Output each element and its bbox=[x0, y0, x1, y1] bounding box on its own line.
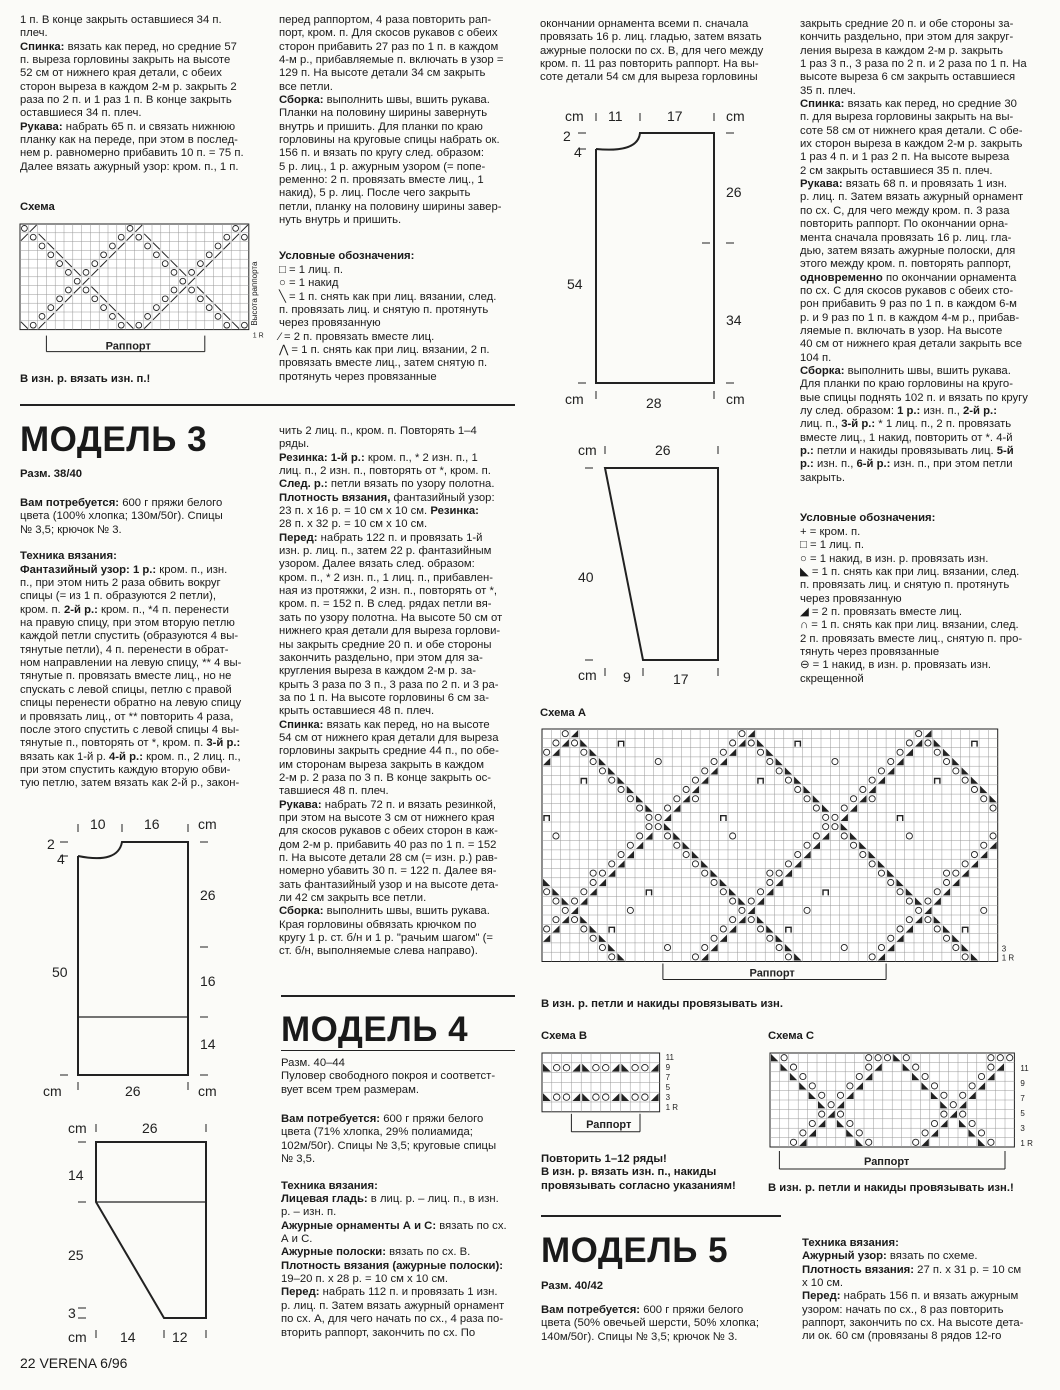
col1-line: 52 см от нижнего края детали, с обеих bbox=[20, 67, 222, 80]
col4-line: лиц. п., 3-й р.: * 1 лиц. п., 2 п. провязать bbox=[800, 418, 1012, 431]
schemaB-note bbox=[541, 1153, 736, 1193]
dimension-label: 16 bbox=[200, 973, 216, 989]
dimension-label: cm bbox=[198, 1083, 217, 1099]
undefined-item: п. провязать лиц. и снятую п. протянуть bbox=[800, 579, 1010, 592]
model5-col1-text bbox=[541, 1304, 759, 1344]
model5-col1-line: цвета (50% овечьей шерсти, 50% хлопка; bbox=[541, 1317, 759, 1330]
sleeve-outline bbox=[96, 1142, 206, 1318]
model3-col2-line: Рукава: набрать 72 п. и вязать резинкой, bbox=[279, 798, 497, 811]
col4-line: по сх. С для скосов рукавов с обеих сто- bbox=[800, 284, 1014, 297]
col2-line: сторон прибавить 27 раз по 1 п. в каждом bbox=[279, 40, 499, 53]
model3-col1-line: на правую спицу, при этом вторую петлю bbox=[20, 617, 235, 630]
schemaB-note-line: провязывать согласно указаниям! bbox=[541, 1179, 736, 1192]
schemaC-note: В изн. р. петли и накиды провязывать изн.! bbox=[768, 1182, 1014, 1194]
dimension-label: 3 bbox=[68, 1305, 76, 1321]
schemaC-title: Схема С bbox=[768, 1030, 815, 1042]
col1-line: раза по 2 п. и 1 раз 1 п. В конце закрыть bbox=[20, 94, 232, 107]
model3-sleeve-pattern bbox=[60, 1118, 230, 1350]
dimension-label: cm bbox=[578, 442, 597, 458]
model4-body bbox=[281, 1113, 507, 1340]
model3-col1-line: тянутые п. провязать вместе лиц., но не bbox=[20, 670, 232, 683]
col4-line: Сборка: выполнить швы, вшить рукава. bbox=[800, 364, 1011, 377]
col4-line: 104 п. bbox=[800, 351, 832, 364]
schemaB-row-label: 7 bbox=[665, 1073, 671, 1082]
dimension-label: 25 bbox=[68, 1247, 84, 1263]
model3-col2-line: 2-м р. 2 раза по 3 п. В конце закрыть ос- bbox=[279, 771, 492, 784]
model3-col1-line: тянутые п., повторять от *, кром. п. 3-й р.: bbox=[20, 737, 241, 750]
col4-line: одновременно по окончании орнамента bbox=[800, 271, 1017, 284]
model5-col2-line: Ажурный узор: вязать по схеме. bbox=[802, 1250, 978, 1263]
model3-col1-line: № 3,5; крючок № 3. bbox=[20, 523, 122, 536]
model3-col2-line: кром. п. = 152 п. В след. рядах петли вя- bbox=[279, 598, 492, 611]
model3-col2-line: кром. п., * 2 изн. п., 1 лиц. п., прибавлен- bbox=[279, 571, 494, 584]
col4-line: р. и 9 раз по 1 п. в каждом 4-м р., прибав- bbox=[800, 311, 1020, 324]
col3-line: кром. п. 11 раз повторить раппорт. На вы- bbox=[540, 58, 759, 71]
model3-col2-text bbox=[279, 425, 502, 959]
dimension-label: cm bbox=[726, 108, 745, 124]
dimension-label: 10 bbox=[90, 816, 106, 832]
model4-body-line: Ажурные полоски: вязать по сх. В. bbox=[281, 1246, 471, 1259]
undefined-item: через провязанную bbox=[279, 317, 381, 330]
schemaA-grid bbox=[542, 729, 1042, 991]
schemaB-row-label: 5 bbox=[665, 1083, 671, 1092]
undefined-item: тянуть через провязанные bbox=[800, 646, 940, 659]
model5-col2-line: узором: начать по сх., 8 раз повторить bbox=[802, 1303, 1004, 1316]
model3-col2-line: крыть 3 раза по 3 п., 3 раза по 2 п. и 3 ра- bbox=[279, 678, 499, 691]
model4-body-line: Плотность вязания (ажурные полоски): bbox=[281, 1259, 504, 1272]
dimension-label: 14 bbox=[68, 1167, 84, 1183]
model3-col2-line: ны закрыть средние 20 п. и обе стороны bbox=[279, 638, 492, 651]
model3-col1-line: каждой петли спустить (образуются 4 вы- bbox=[20, 630, 239, 643]
model4-body-line: Вам потребуется: 600 г пряжи белого bbox=[281, 1113, 484, 1125]
dimension-label: 34 bbox=[726, 312, 742, 328]
model3-col2-line: закончить раздельно, при этом для за- bbox=[279, 651, 483, 664]
col2-line: 129 п. На высоте детали 34 см закрыть bbox=[279, 67, 486, 80]
model3-col2-line: Края горловины обвязать крючком по bbox=[279, 918, 477, 931]
schemaA-row-label: 1 R bbox=[1001, 953, 1015, 963]
model3-col1-line: после этого спустить с левой спицы 4 вы- bbox=[20, 723, 240, 736]
model3-col2-line: изн. р. лиц. п., затем 22 р. фантазийным bbox=[279, 545, 492, 558]
model3-col2-line: крыть оставшиеся 48 п. плеч. bbox=[279, 705, 435, 718]
col3-line: соте детали 54 см для выреза горловины bbox=[540, 71, 758, 84]
dimension-label: 2 bbox=[563, 128, 571, 144]
schema1-row-label: 1 R bbox=[252, 332, 264, 340]
schema1-grid bbox=[20, 224, 270, 354]
model4-intro-line: Разм. 40–44 bbox=[281, 1057, 345, 1069]
model5-col2-line: х 10 см. bbox=[802, 1277, 844, 1290]
dimension-label: cm bbox=[68, 1120, 87, 1136]
model3-col1-line: цвета (100% хлопка; 130м/50г). Спицы bbox=[20, 510, 223, 523]
schemaA-title: Схема А bbox=[540, 707, 587, 719]
model5-col1-line: Вам потребуется: 600 г пряжи белого bbox=[541, 1304, 744, 1316]
model3-col2-line: 23 п. х 16 р. = 10 см х 10 см. Резинка: bbox=[279, 505, 479, 518]
col4-line: вместе лиц., 1 накид, повторить от *. 4-й bbox=[800, 431, 1013, 444]
col4-line: п. для выреза горловины закрыть на вы- bbox=[800, 111, 1014, 124]
model3-col1-text bbox=[20, 497, 241, 791]
col4-line: Спинка: вязать как перед, но средние 30 bbox=[800, 98, 1017, 111]
model3-col2-line: им сторонам выреза закрыть в каждом bbox=[279, 758, 485, 771]
col4-line: р. лиц. п. Затем вязать ажурный орнамент bbox=[800, 191, 1024, 204]
col2-line: перед раппортом, 4 раза повторить рап- bbox=[279, 14, 492, 26]
col2-line: нуть внутрь и пришить. bbox=[279, 214, 402, 227]
model3-col2-line: ли 42 см закрыть все петли. bbox=[279, 892, 427, 905]
undefined-item: □ = 1 лиц. п. bbox=[800, 539, 865, 552]
col4-line: рон прибавить 9 раз по 1 п. в каждом 6-м bbox=[800, 298, 1017, 311]
model3-col2-line: за по 1 п. На высоте горловины 6 см за- bbox=[279, 691, 489, 704]
model3-col2-line: Спинка: вязать как перед, но на высоте bbox=[279, 718, 490, 731]
undefined-item: через провязанную bbox=[800, 592, 902, 605]
dimension-label: 26 bbox=[200, 887, 216, 903]
undefined-item: ╲ = 1 п. снять как при лиц. вязании, след. bbox=[279, 290, 497, 303]
dimension-label: 4 bbox=[57, 851, 65, 867]
col4-line: р.: изн. п., 6-й р.: изн. п., при этом петли bbox=[800, 458, 1013, 471]
undefined-item: скрещенной bbox=[800, 672, 864, 685]
dimension-label: 54 bbox=[567, 276, 583, 292]
dimension-label: 14 bbox=[200, 1036, 216, 1052]
col4-top-text bbox=[800, 18, 1028, 485]
col2-line: ременно: 2 п. провязать вместе лиц., 1 bbox=[279, 174, 484, 187]
model3-col1-line: Фантазийный узор: 1 р.: кром. п., изн. bbox=[20, 563, 228, 576]
col1-top-text bbox=[20, 14, 244, 174]
model3-title: МОДЕЛЬ 3 bbox=[20, 420, 208, 459]
dimension-label: 17 bbox=[667, 108, 683, 124]
schemaA-note: В изн. р. петли и накиды провязывать изн. bbox=[541, 998, 783, 1010]
schemaC-grid bbox=[770, 1053, 1040, 1168]
dimension-label: 50 bbox=[52, 964, 68, 980]
model3-col2-line: кругу 1 р. ст. б/н и 1 р. "рачьим шагом" (= bbox=[279, 932, 493, 945]
col1-line: Рукава: набрать 65 п. и связать нижнюю bbox=[20, 120, 236, 133]
undefined-item: ⋀ = 1 п. снять как при лиц. вязании, 2 п. bbox=[279, 344, 490, 357]
undefined-item: провязать вместе лиц., затем снятую п. bbox=[279, 357, 488, 370]
col4-line: ляемые п. включать в узор. На высоте bbox=[800, 324, 1003, 337]
col4-line: мента сначала провязать 16 р. лиц. гла- bbox=[800, 231, 1012, 244]
col2-line: порт, кром. п. Для скосов рукавов с обеих bbox=[279, 27, 498, 40]
col4-line: 1 раз 4 п. и 1 раз 2 п. На высоте выреза bbox=[800, 151, 1010, 164]
col1-line: Спинка: вязать как перед, но средние 57 bbox=[20, 40, 237, 53]
col4-line: их сторон выреза в каждом 2-м р. закрыть bbox=[800, 138, 1023, 151]
sleeve-outline bbox=[605, 468, 718, 660]
col4-line: по сх. С, для чего между кром. п. 3 раза bbox=[800, 204, 1010, 217]
model3-col2-line: горловины закрыть средние 44 п., по обе- bbox=[279, 745, 499, 758]
model3-col1-line: п., при этом нить 2 раза обвить вокруг bbox=[20, 577, 221, 590]
model3-col1-line: Техника вязания: bbox=[20, 550, 117, 563]
model3-col1-line: тую петлю, затем вязать как 2-й р., закон- bbox=[20, 777, 240, 790]
dimension-label: 17 bbox=[673, 671, 689, 687]
dimension-label: 16 bbox=[144, 816, 160, 832]
col4-line: кончить раздельно, при этом для закруг- bbox=[800, 31, 1014, 44]
col3-line: ажурные полоски по сх. В, для чего между bbox=[540, 44, 764, 57]
model3-col1-line: ном направлении на левую спицу, ** 4 вы- bbox=[20, 657, 242, 670]
undefined-item: ◢ = 2 п. провязать вместе лиц. bbox=[800, 606, 963, 619]
model4-body-line: 102м/50г). Спицы № 3,5; круговые спицы bbox=[281, 1139, 497, 1152]
col3-line: провязать 16 р. лиц. гладью, затем вязать bbox=[540, 31, 762, 44]
model4-body-line: Лицевая гладь: в лиц. р. – лиц. п., в изн. bbox=[281, 1193, 499, 1206]
model3-body-pattern bbox=[40, 812, 240, 1102]
model3-col1-line: при этом спустить каждую вторую обви- bbox=[20, 763, 231, 776]
undefined-item: протянуть через провязанные bbox=[279, 370, 437, 383]
model3-col2-line: зать фантазийный узор и на высоте дета- bbox=[279, 878, 499, 891]
model3-col2-line: дом 2-м р. прибавить 40 раз по 1 п. = 152 bbox=[279, 838, 497, 851]
schemaC-row-label: 1 R bbox=[1020, 1139, 1033, 1148]
model4-body-line bbox=[281, 1166, 507, 1179]
legend2-list bbox=[800, 526, 1022, 686]
model4-sleeve-pattern bbox=[575, 440, 755, 690]
model3-col2-line: След. р.: петли вязать по узору полотна. bbox=[279, 478, 495, 491]
dimension-label: cm bbox=[726, 391, 745, 407]
model3-col1-line: спицы перенести обратно на левую спицу bbox=[20, 697, 242, 710]
schema1-note: В изн. р. вязать изн. п.! bbox=[20, 373, 151, 385]
schemaC-row-label: 11 bbox=[1020, 1064, 1029, 1073]
dimension-label: 26 bbox=[726, 184, 742, 200]
col2-top-text bbox=[279, 14, 503, 228]
undefined-item: п. провязать лиц. и снятую п. протянуть bbox=[279, 304, 489, 317]
legend1-title: Условные обозначения: bbox=[279, 250, 415, 262]
model4-body-line: цвета (71% хлопка, 29% полиамида; bbox=[281, 1126, 473, 1139]
col4-line: закрыть средние 20 п. и обе стороны за- bbox=[800, 18, 1014, 30]
schemaA-rapport-label: Раппорт bbox=[749, 967, 795, 980]
model3-col2-line: ряды. bbox=[279, 438, 310, 451]
model4-body-line: Ажурные орнаменты А и С: вязать по сх. bbox=[281, 1219, 507, 1232]
model3-col1-line bbox=[20, 537, 241, 550]
undefined-item: + = кром. п. bbox=[800, 526, 861, 538]
model4-body-line: р. лиц. п. Затем вязать ажурный орнамент bbox=[281, 1299, 505, 1312]
col4-line: Рукава: вязать 68 п. и провязать 1 изн. bbox=[800, 178, 1008, 191]
model3-col2-line: для скосов рукавов с обеих сторон в каж- bbox=[279, 825, 498, 838]
model5-size: Разм. 40/42 bbox=[541, 1280, 604, 1292]
model4-body-line: по сх. А, для чего начать по сх., 4 раза по- bbox=[281, 1313, 504, 1326]
dimension-label: 12 bbox=[172, 1329, 188, 1345]
undefined-item: ∩ = 1 п. снять как при лиц. вязании, след. bbox=[800, 619, 1019, 632]
model4-rule bbox=[281, 995, 515, 997]
dimension-label: cm bbox=[578, 667, 597, 683]
model5-col2-line: Техника вязания: bbox=[802, 1237, 899, 1249]
schemaB-note-line: В изн. р. вязать изн. п., накиды bbox=[541, 1166, 717, 1179]
model3-col2-line: Резинка: 1-й р.: кром. п., * 2 изн. п., 1 bbox=[279, 451, 478, 464]
col2-line: Сборка: выполнить швы, вшить рукава. bbox=[279, 94, 490, 107]
col4-line: 1 раз 3 п., 3 раза по 2 п. и 2 раза по 1 п. На bbox=[800, 58, 1027, 71]
col2-line: внутрь и пришить. Для планки по краю bbox=[279, 120, 483, 133]
dimension-label: 26 bbox=[125, 1083, 141, 1099]
col3-top-text bbox=[540, 18, 763, 85]
col1-line: п. выреза горловины закрыть на высоте bbox=[20, 54, 231, 67]
undefined-item: ⁄ = 2 п. провязать вместе лиц. bbox=[279, 330, 435, 343]
col4-line: 2 см закрыть оставшиеся 35 п. плеч. bbox=[800, 164, 993, 177]
col4-line: высоте выреза 6 см закрыть оставшиеся bbox=[800, 71, 1016, 84]
front-piece-outline bbox=[596, 133, 714, 383]
schemaC-rapport-label: Раппорт bbox=[864, 1156, 910, 1168]
model4-title: МОДЕЛЬ 4 bbox=[281, 1010, 469, 1049]
model3-col2-line: кругления выреза в каждом 2-м р. за- bbox=[279, 665, 477, 678]
dimension-label: 26 bbox=[142, 1120, 158, 1136]
model3-col2-line: Плотность вязания, фантазийный узор: bbox=[279, 491, 495, 504]
model4-intro bbox=[281, 1057, 495, 1097]
schemaB-row-label: 3 bbox=[665, 1093, 671, 1102]
model3-col2-line: нижнего края детали для выреза горлови- bbox=[279, 625, 501, 638]
dimension-label: cm bbox=[198, 816, 217, 832]
dimension-label: 14 bbox=[120, 1329, 136, 1345]
schemaB-row-label: 11 bbox=[665, 1053, 674, 1062]
model3-col2-line: Перед: набрать 122 п. и провязать 1-й bbox=[279, 531, 483, 544]
model5-col2-line: Плотность вязания: 27 п. х 31 р. = 10 см bbox=[802, 1263, 1022, 1276]
undefined-item: ○ = 1 накид, в изн. р. провязать изн. bbox=[800, 552, 989, 565]
model3-col1-line: тянутые петли), 4 п. перенести в обрат- bbox=[20, 643, 229, 656]
model3-col1-line: спицы (= из 1 п. образуются 2 петли), bbox=[20, 590, 216, 603]
model4-intro-line: вует всем трем размерам. bbox=[281, 1083, 419, 1096]
schema1-title: Схема bbox=[20, 201, 55, 213]
front-piece-outline bbox=[78, 842, 188, 1075]
model3-col1-line: и провязать лиц., от ** повторить 4 раза, bbox=[20, 710, 234, 723]
col4-line: лу след. образом: 1 р.: изн. п., 2-й р.: bbox=[800, 404, 997, 417]
model4-body-line: Перед: набрать 112 п. и провязать 1 изн. bbox=[281, 1286, 498, 1299]
dimension-label: 9 bbox=[623, 669, 631, 685]
model3-col1-line: спускать с левой спицы, петлю с правой bbox=[20, 683, 232, 696]
model5-col1-line: 140м/50г). Спицы № 3,5; крючок № 3. bbox=[541, 1330, 738, 1343]
dimension-label: 2 bbox=[47, 836, 55, 852]
schemaC-row-label: 5 bbox=[1020, 1109, 1025, 1118]
undefined-item: □ = 1 лиц. п. bbox=[279, 264, 344, 276]
model5-rule bbox=[541, 1215, 781, 1217]
model5-title: МОДЕЛЬ 5 bbox=[541, 1231, 729, 1270]
col1-line: Далее вязать ажурный узор: кром. п., 1 п. bbox=[20, 160, 239, 173]
schemaA-row-label: 3 bbox=[1001, 944, 1007, 954]
model5-col2-line: ли ок. 60 см (провязаны 8 рядов 12-го bbox=[802, 1330, 1002, 1343]
model3-col1-line: кром. п. 2-й р.: кром. п., *4 п. перенести bbox=[20, 603, 229, 616]
dimension-label: cm bbox=[565, 108, 584, 124]
schema1-rapport-label: Раппорт bbox=[105, 340, 151, 353]
dimension-label: 28 bbox=[646, 395, 662, 411]
dimension-label: cm bbox=[68, 1329, 87, 1345]
model4-body-line: № 3,5. bbox=[281, 1153, 316, 1166]
model4-body-pattern bbox=[560, 105, 760, 410]
col1-line: нем р. равномерно прибавить 10 п. = 75 п. bbox=[20, 147, 244, 160]
model3-col2-line: узором. Далее вязать след. образом: bbox=[279, 558, 475, 571]
schemaC-row-label: 9 bbox=[1020, 1079, 1025, 1088]
col2-line: 156 п. и вязать по кругу след. образом: bbox=[279, 147, 485, 160]
model3-col2-line: Сборка: выполнить швы, вшить рукава. bbox=[279, 905, 490, 918]
model5-col2-line: раппорт, закончить по сх. На высоте дета- bbox=[802, 1317, 1024, 1330]
model3-col2-line: п. На высоте детали 28 см (= изн. р.) рав- bbox=[279, 852, 498, 864]
model3-col2-line: зать по узору полотна. На высоте 50 см от bbox=[279, 611, 503, 624]
model4-body-line: А и С. bbox=[281, 1233, 313, 1246]
col4-line: соте 58 см от нижнего края детали. С обе- bbox=[800, 124, 1023, 137]
model3-col2-line: чить 2 лиц. п., кром. п. Повторять 1–4 bbox=[279, 425, 477, 437]
schemaB-row-label: 1 R bbox=[665, 1103, 679, 1112]
model3-col2-line: тавшиеся 48 п. плеч. bbox=[279, 785, 389, 798]
schema1-height-label: Высота раппорта bbox=[249, 261, 259, 326]
undefined-item: 2 п. провязать вместе лиц., снятую п. про- bbox=[800, 632, 1023, 645]
undefined-item: ○ = 1 накид bbox=[279, 277, 339, 290]
model3-col2-line: номерно убавить 30 п. = 122 п. Далее вя- bbox=[279, 865, 497, 878]
col4-line: вые спицы поднять 102 п. и вязать по кругу bbox=[800, 391, 1028, 404]
dimension-label: 4 bbox=[574, 144, 582, 160]
col4-line: 35 п. плеч. bbox=[800, 84, 856, 97]
col2-line: 4-м р., прибавляемые п. включать в узор = bbox=[279, 54, 504, 67]
col4-line: закрыть. bbox=[800, 471, 846, 484]
model4-body-line: 19–20 п. х 28 р. = 10 см х 10 см. bbox=[281, 1273, 449, 1286]
col4-line: Для планки по краю горловины на круго- bbox=[800, 378, 1013, 391]
model3-size: Разм. 38/40 bbox=[20, 468, 83, 480]
section-divider bbox=[20, 404, 515, 406]
schemaB-grid bbox=[542, 1053, 692, 1138]
schemaB-row-label: 9 bbox=[665, 1063, 671, 1072]
model3-col2-line: ст. б/н, выполняемые слева направо). bbox=[279, 945, 478, 958]
schemaC-row-label: 7 bbox=[1020, 1094, 1025, 1103]
model3-col2-line: 28 п. х 32 р. = 10 см х 10 см. bbox=[279, 518, 428, 531]
col2-line: горловины на круговые спицы набрать ок. bbox=[279, 134, 500, 147]
col1-line: сторон выреза в каждом 2-м р. закрыть 2 bbox=[20, 80, 237, 93]
col2-line: все петли. bbox=[279, 80, 333, 93]
col1-line: 1 п. В конце закрыть оставшиеся 34 п. bbox=[20, 14, 222, 26]
col4-line: повторить раппорт. По окончании орна- bbox=[800, 218, 1009, 231]
undefined-item: ⊖ = 1 накид, в изн. р. провязать изн. bbox=[800, 659, 992, 672]
dimension-label: 11 bbox=[608, 108, 623, 124]
schemaB-rapport-label: Раппорт bbox=[586, 1118, 632, 1131]
col2-line: Планки на половину ширины завернуть bbox=[279, 107, 488, 120]
model3-col2-line: лиц. п., 2 изн. п., повторять от *, кром. п. bbox=[279, 465, 491, 478]
model4-body-line: Техника вязания: bbox=[281, 1179, 378, 1192]
col4-line: ления выреза в каждом 2-м р. закрыть bbox=[800, 44, 1004, 57]
col2-line: петли, планку на половину ширины завер- bbox=[279, 200, 502, 213]
schemaC-row-label: 3 bbox=[1020, 1124, 1025, 1133]
model4-body-line: р. – изн. п. bbox=[281, 1206, 337, 1219]
col1-line: оставшиеся 34 п. плеч. bbox=[20, 107, 142, 120]
model5-col2-line: Перед: набрать 156 п. и вязать ажурным bbox=[802, 1290, 1019, 1303]
model4-intro-line: Пуловер свободного покроя и соответст- bbox=[281, 1070, 496, 1083]
col3-line: окончании орнамента всеми п. сначала bbox=[540, 18, 749, 30]
col2-line: накид), 5 р. лиц. После чего закрыть bbox=[279, 187, 471, 200]
model4-rule-bottom bbox=[281, 1050, 515, 1051]
col1-line: планку как на переде, при этом в послед- bbox=[20, 134, 238, 147]
legend1-list bbox=[279, 264, 496, 384]
col2-line: 5 р. лиц., 1 р. ажурным узором (= попе- bbox=[279, 160, 486, 173]
col4-line: р.: петли и накиды провязывать лиц. 5-й bbox=[800, 445, 1014, 457]
dimension-label: 40 bbox=[578, 569, 594, 585]
legend2-title: Условные обозначения: bbox=[800, 512, 936, 524]
schemaB-title: Схема В bbox=[541, 1030, 588, 1042]
page-footer: 22 VERENA 6/96 bbox=[20, 1355, 128, 1371]
model3-col2-line: при этом на высоте 3 см от нижнего края bbox=[279, 811, 495, 824]
dimension-label: 26 bbox=[655, 442, 671, 458]
dimension-label: cm bbox=[43, 1083, 62, 1099]
col4-line: дью, затем вязать ажурные полоски, для bbox=[800, 244, 1016, 257]
model3-col2-line: ная из протяжки, 2 изн. п., повторять от *, bbox=[279, 585, 498, 598]
col1-line: плеч. bbox=[20, 27, 48, 40]
col4-line: этого между кром. п. повторять раппорт, bbox=[800, 258, 1012, 271]
dimension-label: cm bbox=[565, 391, 584, 407]
col4-line: 40 см от нижнего края детали закрыть все bbox=[800, 338, 1022, 351]
schemaB-note-line: Повторить 1–12 ряды! bbox=[541, 1153, 667, 1165]
model3-col1-line: Вам потребуется: 600 г пряжи белого bbox=[20, 497, 223, 509]
model3-col1-line: вязать как 1-й р. 4-й р.: кром. п., 2 лиц. п., bbox=[20, 750, 241, 763]
undefined-item: ◣ = 1 п. снять как при лиц. вязании, след. bbox=[800, 566, 1020, 579]
model4-body-line: вторить раппорт, закончить по сх. По bbox=[281, 1326, 476, 1339]
model3-col2-line: 54 см от нижнего края детали для выреза bbox=[279, 731, 499, 744]
model5-col2-text bbox=[802, 1237, 1023, 1344]
